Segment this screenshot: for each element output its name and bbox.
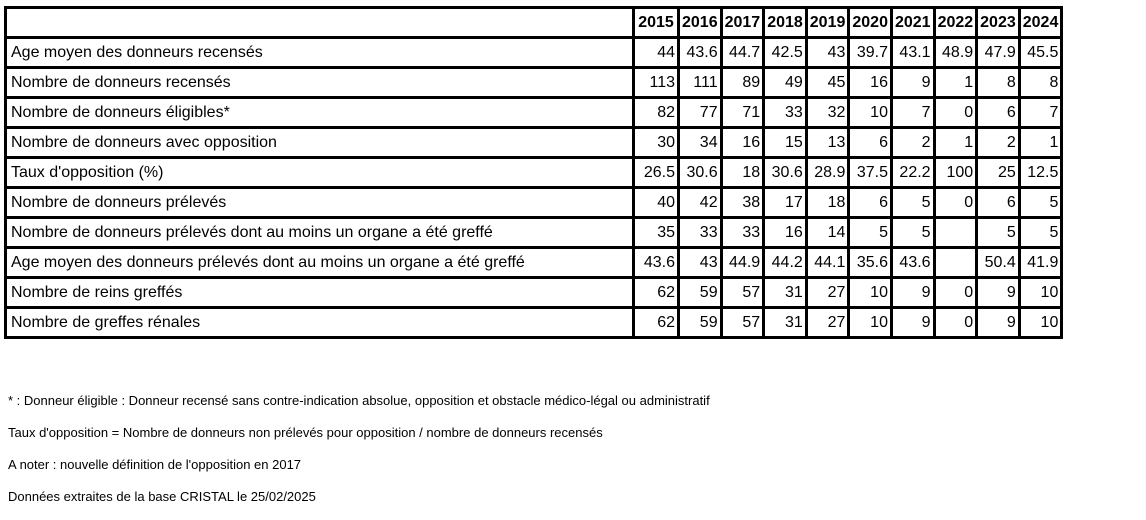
value-cell-2022: 0 bbox=[934, 308, 977, 338]
row-label: Nombre de greffes rénales bbox=[6, 308, 634, 338]
value-cell-2016: 33 bbox=[679, 218, 722, 248]
year-header-2016: 2016 bbox=[679, 8, 722, 38]
value-cell-2020: 10 bbox=[849, 278, 892, 308]
value-cell-2024: 12.5 bbox=[1019, 158, 1062, 188]
value-cell-2021: 5 bbox=[891, 188, 934, 218]
value-cell-2018: 16 bbox=[764, 218, 807, 248]
value-cell-2019: 27 bbox=[806, 278, 849, 308]
value-cell-2024: 8 bbox=[1019, 68, 1062, 98]
note-opposition-rate: Taux d'opposition = Nombre de donneurs non prélevés pour opposition / nombre de donneurs recensés bbox=[8, 425, 603, 440]
value-cell-2022: 48.9 bbox=[934, 38, 977, 68]
value-cell-2020: 10 bbox=[849, 98, 892, 128]
table-row bbox=[6, 308, 1062, 338]
year-header-2017: 2017 bbox=[721, 8, 764, 38]
value-cell-2017: 18 bbox=[721, 158, 764, 188]
value-cell-2022: 0 bbox=[934, 278, 977, 308]
value-cell-2019: 14 bbox=[806, 218, 849, 248]
value-cell-2018: 15 bbox=[764, 128, 807, 158]
table-row bbox=[6, 98, 1062, 128]
note-eligible-definition: * : Donneur éligible : Donneur recensé sans contre-indication absolue, opposition et obstacle médico-légal ou administratif bbox=[8, 393, 710, 408]
donor-statistics-table bbox=[4, 6, 1063, 339]
value-cell-2018: 42.5 bbox=[764, 38, 807, 68]
value-cell-2017: 89 bbox=[721, 68, 764, 98]
year-header-2022: 2022 bbox=[934, 8, 977, 38]
value-cell-2022: 0 bbox=[934, 98, 977, 128]
row-label: Nombre de donneurs recensés bbox=[6, 68, 634, 98]
value-cell-2021: 9 bbox=[891, 68, 934, 98]
value-cell-2023: 50.4 bbox=[977, 248, 1020, 278]
value-cell-2019: 18 bbox=[806, 188, 849, 218]
value-cell-2024: 1 bbox=[1019, 128, 1062, 158]
value-cell-2022: 1 bbox=[934, 68, 977, 98]
table-body bbox=[6, 38, 1062, 338]
table-row bbox=[6, 278, 1062, 308]
year-header-2023: 2023 bbox=[977, 8, 1020, 38]
value-cell-2015: 62 bbox=[634, 308, 679, 338]
value-cell-2016: 43.6 bbox=[679, 38, 722, 68]
year-header-row bbox=[6, 8, 1062, 38]
year-header-2018: 2018 bbox=[764, 8, 807, 38]
value-cell-2020: 6 bbox=[849, 128, 892, 158]
value-cell-2023: 2 bbox=[977, 128, 1020, 158]
value-cell-2016: 30.6 bbox=[679, 158, 722, 188]
value-cell-2024: 7 bbox=[1019, 98, 1062, 128]
table-row bbox=[6, 68, 1062, 98]
footnotes bbox=[8, 392, 710, 520]
value-cell-2022: 1 bbox=[934, 128, 977, 158]
value-cell-2021: 9 bbox=[891, 278, 934, 308]
value-cell-2022: 0 bbox=[934, 188, 977, 218]
value-cell-2021: 2 bbox=[891, 128, 934, 158]
value-cell-2019: 27 bbox=[806, 308, 849, 338]
header-corner-cell bbox=[6, 8, 634, 38]
value-cell-2020: 35.6 bbox=[849, 248, 892, 278]
value-cell-2023: 25 bbox=[977, 158, 1020, 188]
value-cell-2017: 71 bbox=[721, 98, 764, 128]
value-cell-2020: 6 bbox=[849, 188, 892, 218]
table-row bbox=[6, 128, 1062, 158]
value-cell-2015: 30 bbox=[634, 128, 679, 158]
value-cell-2015: 44 bbox=[634, 38, 679, 68]
row-label: Age moyen des donneurs prélevés dont au moins un organe a été greffé bbox=[6, 248, 634, 278]
value-cell-2015: 62 bbox=[634, 278, 679, 308]
value-cell-2020: 37.5 bbox=[849, 158, 892, 188]
value-cell-2024: 5 bbox=[1019, 218, 1062, 248]
value-cell-2015: 82 bbox=[634, 98, 679, 128]
value-cell-2021: 43.1 bbox=[891, 38, 934, 68]
value-cell-2021: 43.6 bbox=[891, 248, 934, 278]
value-cell-2022 bbox=[934, 248, 977, 278]
value-cell-2024: 41.9 bbox=[1019, 248, 1062, 278]
value-cell-2019: 32 bbox=[806, 98, 849, 128]
value-cell-2019: 44.1 bbox=[806, 248, 849, 278]
value-cell-2023: 47.9 bbox=[977, 38, 1020, 68]
value-cell-2016: 59 bbox=[679, 308, 722, 338]
value-cell-2019: 43 bbox=[806, 38, 849, 68]
value-cell-2022 bbox=[934, 218, 977, 248]
value-cell-2016: 34 bbox=[679, 128, 722, 158]
value-cell-2020: 39.7 bbox=[849, 38, 892, 68]
table-row bbox=[6, 158, 1062, 188]
table-row bbox=[6, 218, 1062, 248]
note-data-source: Données extraites de la base CRISTAL le 25/02/2025 bbox=[8, 489, 316, 504]
value-cell-2017: 57 bbox=[721, 308, 764, 338]
value-cell-2024: 45.5 bbox=[1019, 38, 1062, 68]
value-cell-2017: 33 bbox=[721, 218, 764, 248]
year-header-2019: 2019 bbox=[806, 8, 849, 38]
note-definition-change: A noter : nouvelle définition de l'opposition en 2017 bbox=[8, 457, 302, 472]
value-cell-2024: 10 bbox=[1019, 278, 1062, 308]
table-row bbox=[6, 188, 1062, 218]
value-cell-2024: 10 bbox=[1019, 308, 1062, 338]
value-cell-2023: 6 bbox=[977, 98, 1020, 128]
table-row bbox=[6, 248, 1062, 278]
year-header-2015: 2015 bbox=[634, 8, 679, 38]
year-header-2024: 2024 bbox=[1019, 8, 1062, 38]
row-label: Taux d'opposition (%) bbox=[6, 158, 634, 188]
value-cell-2015: 35 bbox=[634, 218, 679, 248]
value-cell-2015: 113 bbox=[634, 68, 679, 98]
value-cell-2019: 28.9 bbox=[806, 158, 849, 188]
value-cell-2023: 5 bbox=[977, 218, 1020, 248]
value-cell-2018: 31 bbox=[764, 308, 807, 338]
value-cell-2018: 49 bbox=[764, 68, 807, 98]
value-cell-2018: 33 bbox=[764, 98, 807, 128]
value-cell-2020: 16 bbox=[849, 68, 892, 98]
row-label: Nombre de reins greffés bbox=[6, 278, 634, 308]
value-cell-2021: 22.2 bbox=[891, 158, 934, 188]
value-cell-2023: 9 bbox=[977, 278, 1020, 308]
value-cell-2018: 31 bbox=[764, 278, 807, 308]
value-cell-2017: 16 bbox=[721, 128, 764, 158]
row-label: Nombre de donneurs éligibles* bbox=[6, 98, 634, 128]
value-cell-2015: 40 bbox=[634, 188, 679, 218]
value-cell-2015: 43.6 bbox=[634, 248, 679, 278]
value-cell-2018: 44.2 bbox=[764, 248, 807, 278]
value-cell-2024: 5 bbox=[1019, 188, 1062, 218]
value-cell-2022: 100 bbox=[934, 158, 977, 188]
value-cell-2015: 26.5 bbox=[634, 158, 679, 188]
value-cell-2021: 7 bbox=[891, 98, 934, 128]
value-cell-2016: 77 bbox=[679, 98, 722, 128]
value-cell-2023: 9 bbox=[977, 308, 1020, 338]
value-cell-2019: 13 bbox=[806, 128, 849, 158]
value-cell-2017: 38 bbox=[721, 188, 764, 218]
value-cell-2021: 5 bbox=[891, 218, 934, 248]
year-header-2020: 2020 bbox=[849, 8, 892, 38]
row-label: Nombre de donneurs avec opposition bbox=[6, 128, 634, 158]
value-cell-2016: 42 bbox=[679, 188, 722, 218]
value-cell-2016: 59 bbox=[679, 278, 722, 308]
value-cell-2021: 9 bbox=[891, 308, 934, 338]
year-header-2021: 2021 bbox=[891, 8, 934, 38]
value-cell-2019: 45 bbox=[806, 68, 849, 98]
value-cell-2017: 44.7 bbox=[721, 38, 764, 68]
value-cell-2017: 44.9 bbox=[721, 248, 764, 278]
value-cell-2018: 30.6 bbox=[764, 158, 807, 188]
row-label: Nombre de donneurs prélevés bbox=[6, 188, 634, 218]
value-cell-2016: 111 bbox=[679, 68, 722, 98]
value-cell-2020: 10 bbox=[849, 308, 892, 338]
row-label: Nombre de donneurs prélevés dont au moins un organe a été greffé bbox=[6, 218, 634, 248]
value-cell-2023: 6 bbox=[977, 188, 1020, 218]
row-label: Age moyen des donneurs recensés bbox=[6, 38, 634, 68]
value-cell-2023: 8 bbox=[977, 68, 1020, 98]
value-cell-2020: 5 bbox=[849, 218, 892, 248]
value-cell-2016: 43 bbox=[679, 248, 722, 278]
value-cell-2018: 17 bbox=[764, 188, 807, 218]
value-cell-2017: 57 bbox=[721, 278, 764, 308]
table-row bbox=[6, 38, 1062, 68]
